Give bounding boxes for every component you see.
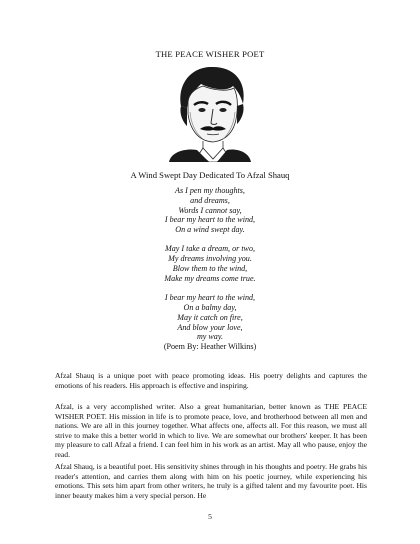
poem-line: my way. <box>196 332 224 342</box>
poem-line: May it catch on fire, <box>177 312 243 322</box>
paragraph-beautiful-poet: Afzal Shauq, is a beautiful poet. His sensitivity shines through in his thoughts and poetry. He grabs his reader's attention, and carries them along with him on his poetic journey, while experiencing his emotions. This sets him apart from other writers, he truly is a gifted talent and my favourite poet. His inner beauty makes him a very special person. He <box>55 462 367 500</box>
poem-line: I bear my heart to the wind, <box>164 293 256 303</box>
poet-portrait <box>163 62 257 162</box>
poem-line: Blow them to the wind, <box>172 264 248 274</box>
poem-stanza-3 <box>0 293 420 352</box>
poem-stanza-2 <box>0 244 420 283</box>
poem-credit: (Poem By: Heather Wilkins) <box>163 342 257 352</box>
poem-line: And blow your love, <box>177 322 243 332</box>
poem-line: On a wind swept day. <box>175 225 245 235</box>
page-number: 5 <box>208 512 212 521</box>
poem-stanza-1 <box>0 186 420 235</box>
poem <box>0 186 420 352</box>
poem-line: Make my dreams come true. <box>164 273 256 283</box>
poem-line: and dreams, <box>190 195 230 205</box>
page-title: THE PEACE WISHER POET <box>155 49 265 59</box>
dedication-heading: A Wind Swept Day Dedicated To Afzal Shauq <box>130 170 290 180</box>
poem-line: On a balmy day, <box>183 302 237 312</box>
poem-line: As I pen my thoughts, <box>175 186 245 195</box>
poem-line: Words I cannot say, <box>178 205 242 215</box>
paragraph-intro: Afzal Shauq is a unique poet with peace promoting ideas. His poetry delights and captures the emotions of his readers. His approach is effective and inspiring. <box>55 371 367 390</box>
poem-line: I bear my heart to the wind, <box>164 215 256 225</box>
paragraph-accomplished-writer: Afzal, is a very accomplished writer. Also a great humanitarian, better known as THE PEACE WISHER POET. His mission in life is to promote peace, love, and brotherhood between all men and nations. We are all in this journey together. What affects one, affects all. For this reason, we must all strive to make this a better world in which to live. We are somewhat our brothers' keeper. It has been my pleasure to call Afzal a friend. I can feel him in his work as an artist. May all who pause, enjoy the read. <box>55 402 367 459</box>
poem-line: My dreams involving you. <box>168 254 252 264</box>
poem-line: May I take a dream, or two, <box>164 244 256 254</box>
